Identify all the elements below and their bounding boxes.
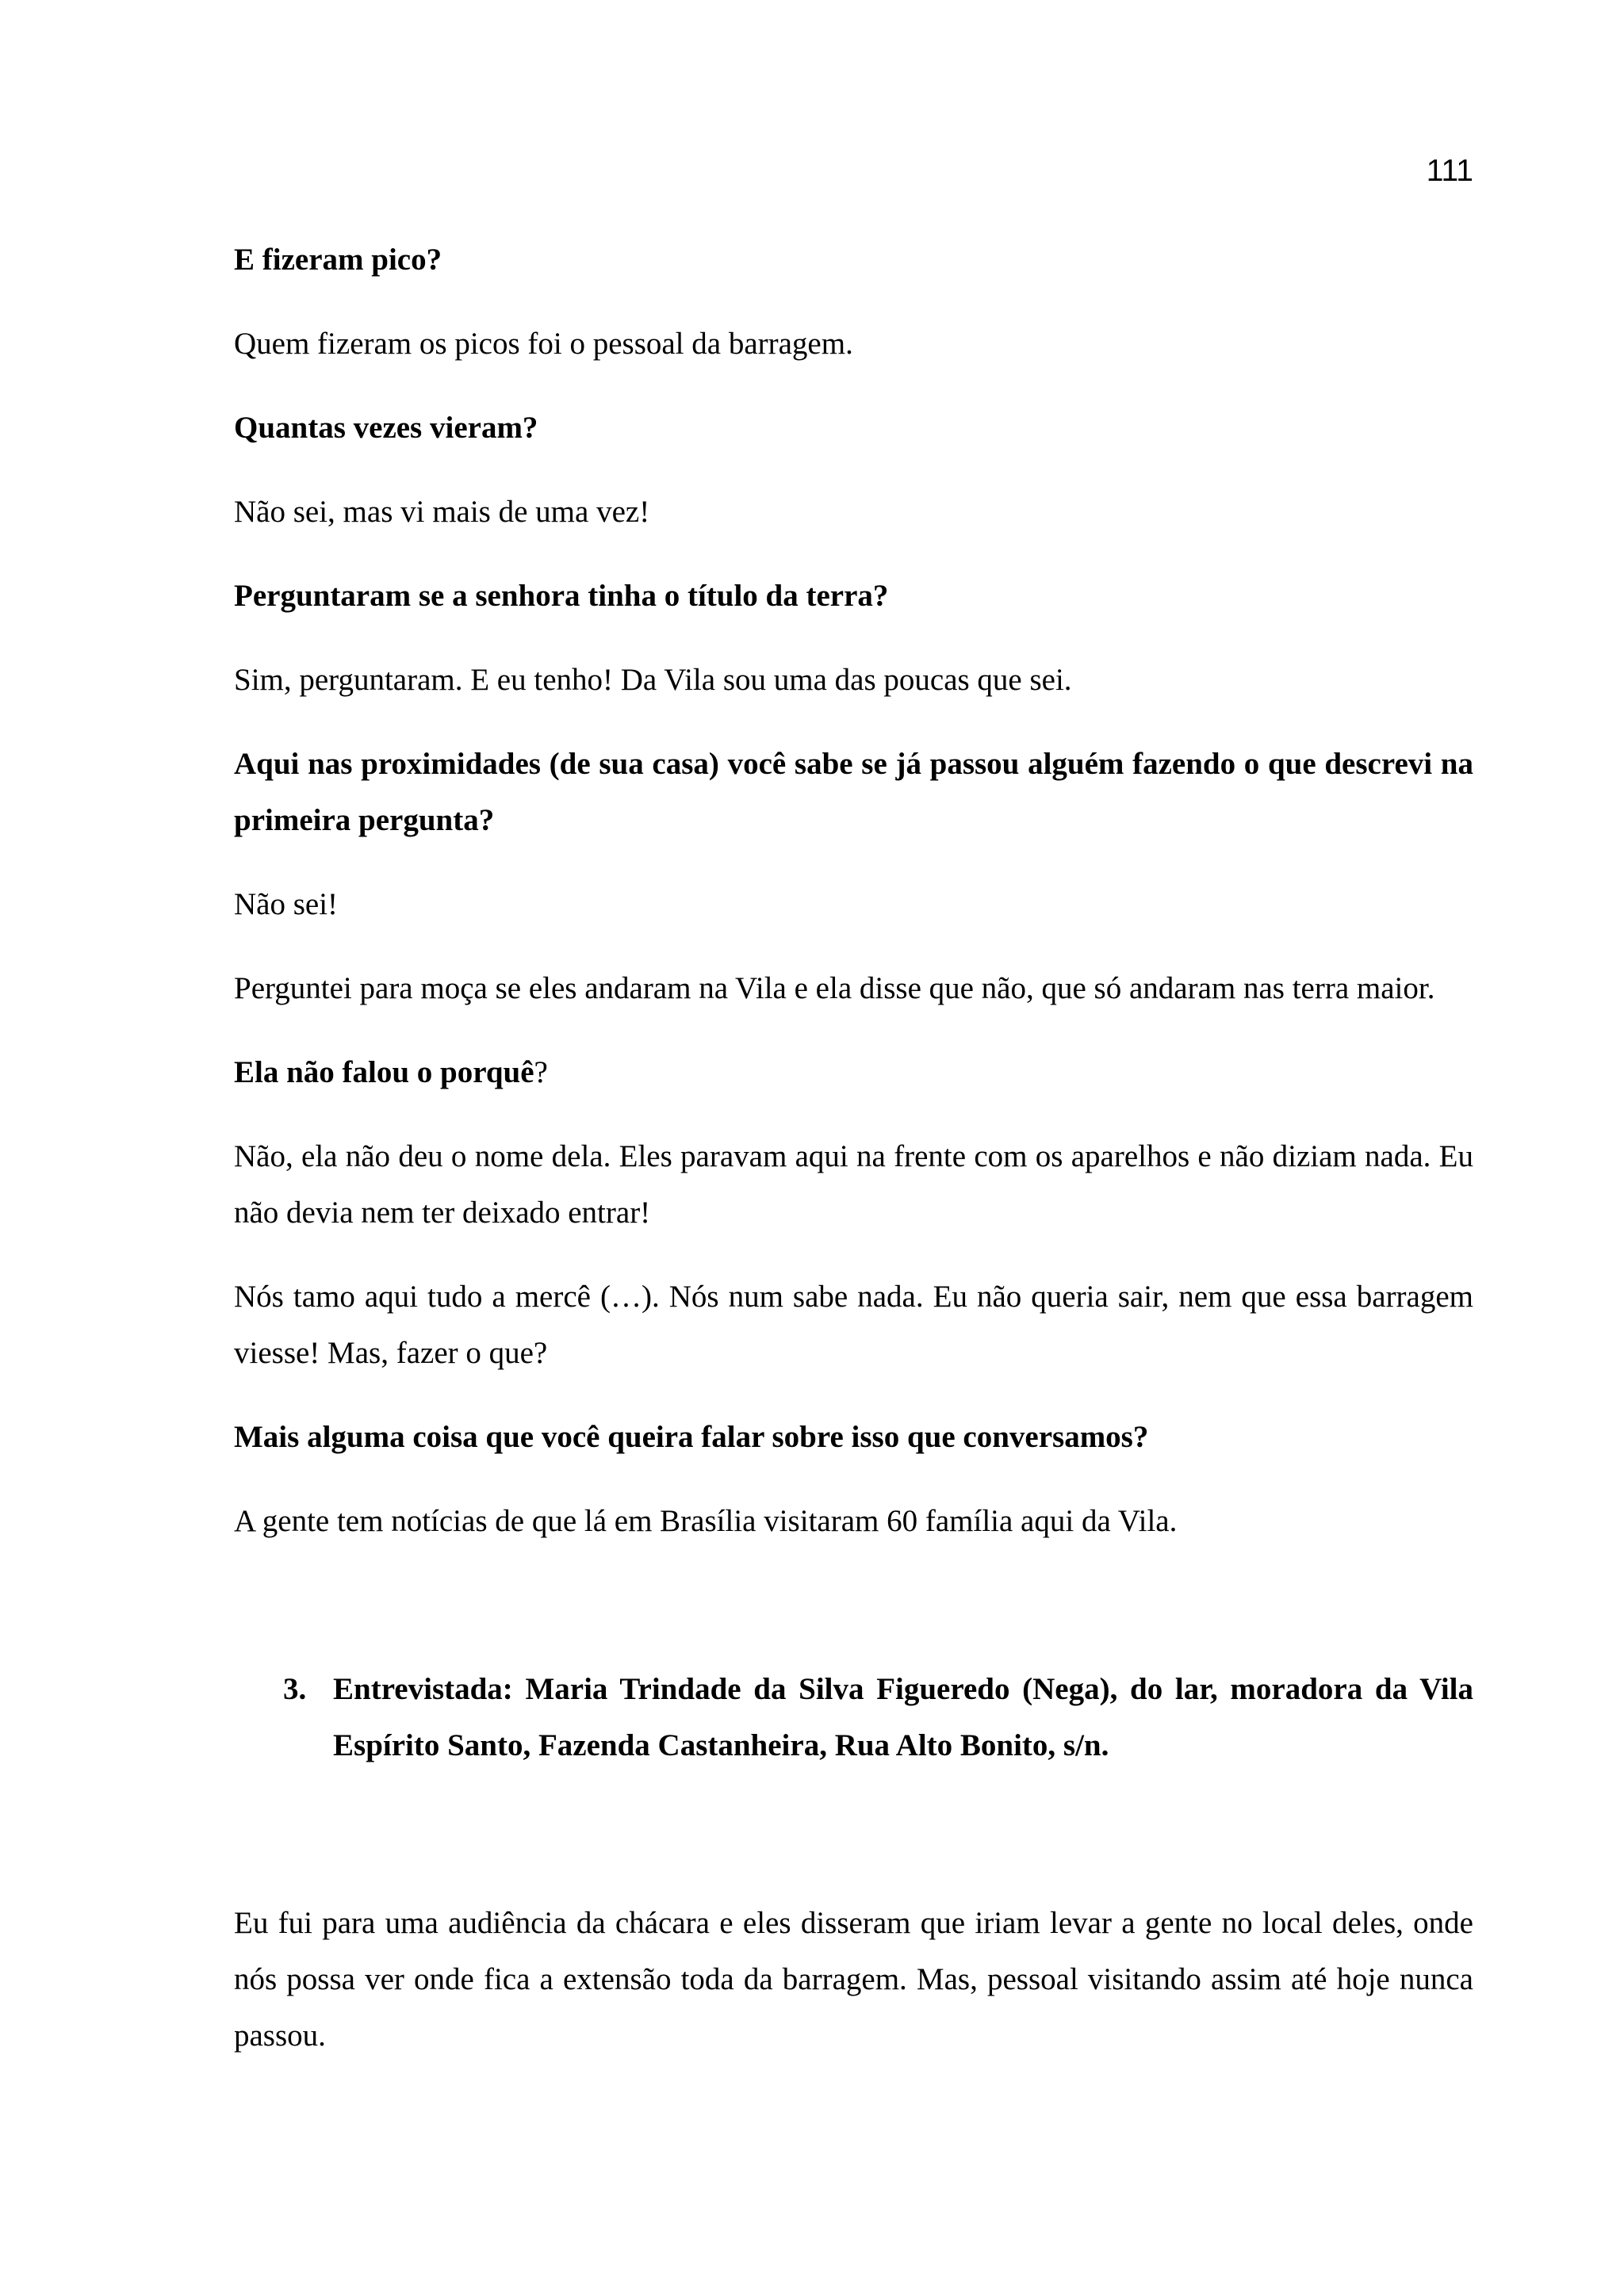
final-paragraph: Eu fui para uma audiência da chácara e eles disseram que iriam levar a gente no local deles, onde nós possa ver onde fica a extensão toda da barragem. Mas, pessoal visitando assim até hoje nunca passou.: [234, 1906, 1473, 2053]
section-title: Entrevistada: Maria Trindade da Silva Figueredo (Nega), do lar, moradora da Vila Espírito Santo, Fazenda Castanheira, Rua Alto Bonito, s/n.: [333, 1672, 1473, 1762]
section-spacer: [234, 1577, 1473, 1661]
question-trailing-punctuation: ?: [534, 1055, 548, 1089]
page-number: 111: [1426, 154, 1473, 188]
page-content: [234, 232, 1473, 2091]
section-spacer: [234, 1801, 1473, 1895]
interview-answer: Não, ela não deu o nome dela. Eles paravam aqui na frente com os aparelhos e não diziam nada. Eu não devia nem ter deixado entrar!: [234, 1139, 1473, 1230]
interview-answer: Quem fizeram os picos foi o pessoal da barragem.: [234, 327, 853, 361]
interview-answer: Não sei, mas vi mais de uma vez!: [234, 495, 650, 529]
interview-question: [234, 1044, 1473, 1100]
interview-answer: Nós tamo aqui tudo a mercê (…). Nós num sabe nada. Eu não queria sair, nem que essa barragem viesse! Mas, fazer o que?: [234, 1280, 1473, 1370]
section-heading: [283, 1661, 1473, 1774]
interview-answer: Perguntei para moça se eles andaram na Vila e ela disse que não, que só andaram nas terra maior.: [234, 971, 1435, 1005]
interview-question: Quantas vezes vieram?: [234, 411, 538, 445]
interview-answer: Sim, perguntaram. E eu tenho! Da Vila sou uma das poucas que sei.: [234, 663, 1072, 697]
question-bold-text: Ela não falou o porquê: [234, 1055, 534, 1089]
interview-answer: Não sei!: [234, 887, 339, 921]
section-number: 3.: [283, 1672, 307, 1706]
interview-answer: A gente tem notícias de que lá em Brasília visitaram 60 família aqui da Vila.: [234, 1504, 1178, 1538]
interview-question: E fizeram pico?: [234, 243, 442, 277]
interview-question: Perguntaram se a senhora tinha o título da terra?: [234, 579, 889, 613]
interview-question: Aqui nas proximidades (de sua casa) você sabe se já passou alguém fazendo o que descrevi na primeira pergunta?: [234, 747, 1473, 837]
interview-question: Mais alguma coisa que você queira falar sobre isso que conversamos?: [234, 1420, 1149, 1454]
